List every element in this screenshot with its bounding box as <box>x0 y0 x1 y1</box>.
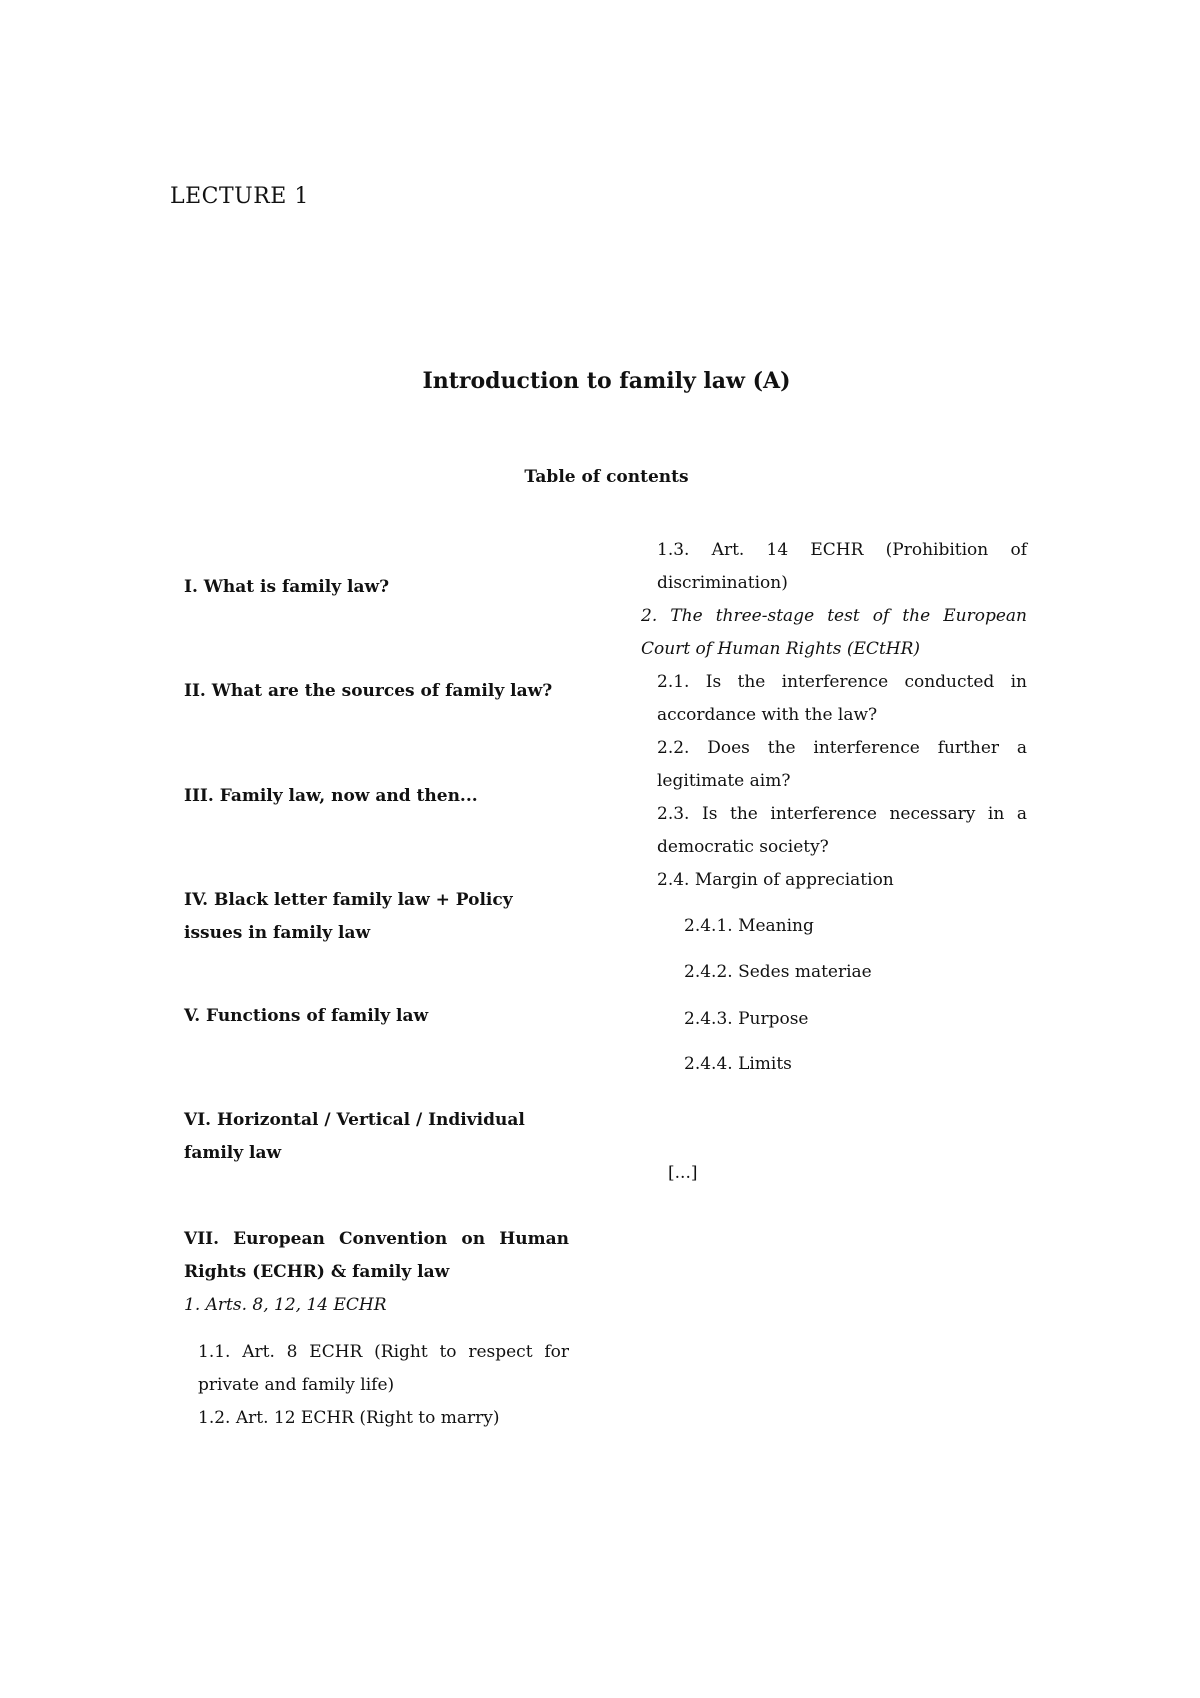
toc-item-i: I. What is family law? <box>184 577 390 597</box>
toc-item-iv: IV. Black letter family law + Policy issues in family law <box>184 890 513 943</box>
toc-item-2-2: 2.2. Does the interference further a legitimate aim? <box>657 738 1027 791</box>
toc-item-2-4-1: 2.4.1. Meaning <box>684 916 814 936</box>
toc-item-2-4: 2.4. Margin of appreciation <box>657 870 894 890</box>
toc-item-vii-1-1: 1.1. Art. 8 ECHR (Right to respect for private and family life) <box>198 1342 569 1395</box>
toc-item-2-4-3: 2.4.3. Purpose <box>684 1009 809 1029</box>
toc-item-2-3: 2.3. Is the interference necessary in a democratic society? <box>657 804 1027 857</box>
document-title: Introduction to family law (A) <box>422 368 791 394</box>
ellipsis: [...] <box>668 1163 698 1183</box>
toc-item-2-1: 2.1. Is the interference conducted in accordance with the law? <box>657 672 1027 725</box>
lecture-label: LECTURE 1 <box>170 184 309 209</box>
toc-item-2-4-4: 2.4.4. Limits <box>684 1054 792 1074</box>
toc-item-ii: II. What are the sources of family law? <box>184 681 553 701</box>
toc-item-iii: III. Family law, now and then... <box>184 786 478 806</box>
toc-item-vi: VI. Horizontal / Vertical / Individual family law <box>184 1110 525 1163</box>
toc-item-v: V. Functions of family law <box>184 1006 429 1026</box>
toc-item-2: 2. The three-stage test of the European Court of Human Rights (ECtHR) <box>641 606 1027 659</box>
toc-item-vii: VII. European Convention on Human Rights (ECHR) & family law <box>184 1229 569 1282</box>
toc-item-vii-1-2: 1.2. Art. 12 ECHR (Right to marry) <box>198 1408 500 1428</box>
toc-item-vii-1: 1. Arts. 8, 12, 14 ECHR <box>184 1295 387 1315</box>
toc-item-2-4-2: 2.4.2. Sedes materiae <box>684 962 872 982</box>
toc-item-1-3: 1.3. Art. 14 ECHR (Prohibition of discrimination) <box>657 540 1027 593</box>
toc-heading: Table of contents <box>524 467 689 487</box>
